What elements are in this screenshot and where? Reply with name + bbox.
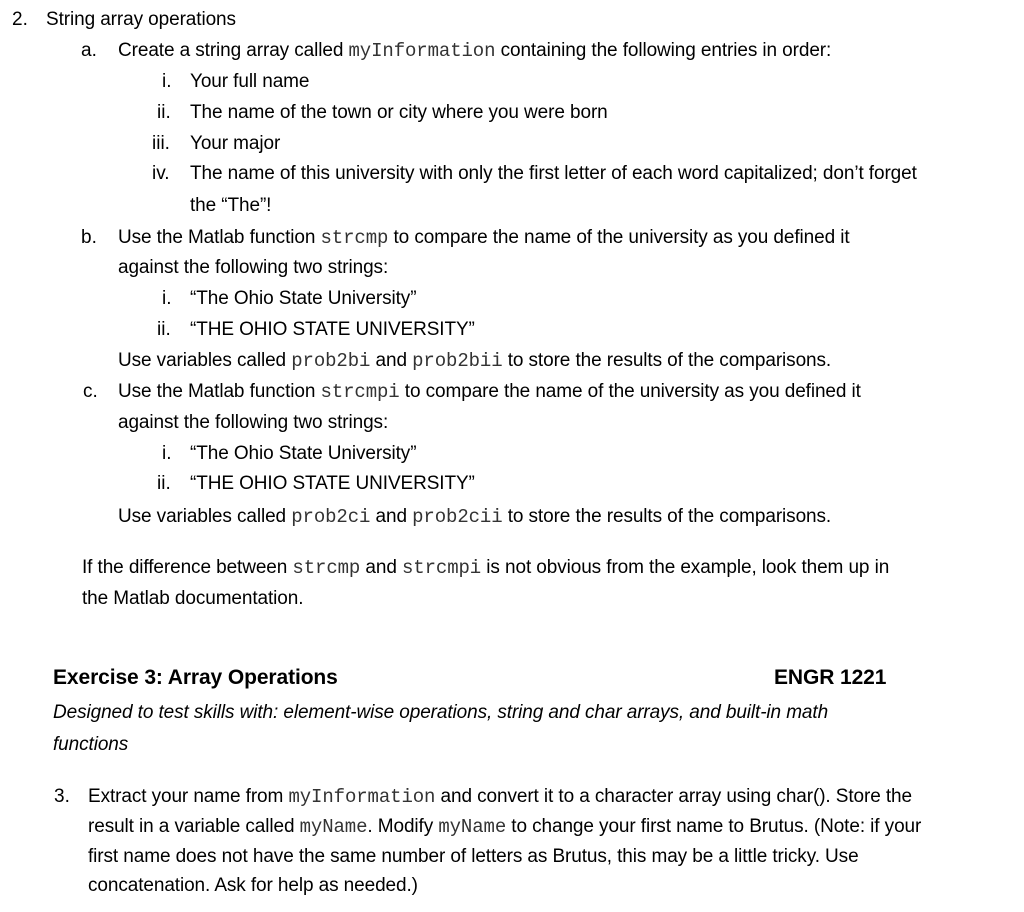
- q2a-text: Create a string array called myInformation containing the following entries in order:: [118, 40, 832, 62]
- code-strcmp-note: strcmp: [292, 557, 361, 579]
- code-myInformation-q3: myInformation: [288, 786, 436, 808]
- code-strcmpi-note: strcmpi: [402, 557, 482, 579]
- q2c-i-marker: i.: [162, 443, 172, 464]
- code-prob2cii: prob2cii: [412, 506, 503, 528]
- q2a-iv-text-cont: the “The”!: [190, 195, 272, 216]
- q3-line3: first name does not have the same number of letters as Brutus, this may be a little tricky. Use: [88, 846, 859, 867]
- q2c-i-text: “The Ohio State University”: [190, 443, 417, 464]
- q2a-iv-text: The name of this university with only the first letter of each word capitalized; don’t forget: [190, 163, 917, 184]
- exercise-title: Exercise 3: Array Operations: [53, 666, 338, 689]
- q2a-marker: a.: [81, 40, 97, 61]
- q2b-marker: b.: [81, 227, 97, 248]
- q2a-ii-text: The name of the town or city where you were born: [190, 102, 608, 123]
- code-prob2bii: prob2bii: [412, 350, 503, 372]
- code-myName: myName: [299, 816, 368, 838]
- code-strcmpi: strcmpi: [320, 381, 400, 403]
- q2a-iii-marker: iii.: [152, 133, 170, 154]
- exercise-subtitle-cont: functions: [53, 734, 129, 755]
- q2c-use-vars: Use variables called prob2ci and prob2cii to store the results of the comparisons.: [118, 506, 832, 528]
- q2c-ii-marker: ii.: [157, 473, 171, 494]
- code-myInformation: myInformation: [348, 40, 496, 62]
- q2a-i-marker: i.: [162, 71, 172, 92]
- q2a-iii-text: Your major: [190, 133, 281, 154]
- q3-line2: result in a variable called myName. Modify myName to change your first name to Brutus. (Note: if your: [88, 816, 922, 838]
- q2c-text-cont: against the following two strings:: [118, 412, 389, 433]
- q2c-marker: c.: [83, 381, 98, 402]
- q3-line4: concatenation. Ask for help as needed.): [88, 875, 418, 896]
- q3-line1: Extract your name from myInformation and convert it to a character array using char(). Store the: [88, 786, 912, 808]
- course-code: ENGR 1221: [774, 666, 887, 689]
- code-strcmp: strcmp: [320, 227, 389, 249]
- q2b-text-cont: against the following two strings:: [118, 257, 389, 278]
- q3-number: 3.: [54, 786, 70, 807]
- code-prob2bi: prob2bi: [291, 350, 371, 372]
- q2b-ii-text: “THE OHIO STATE UNIVERSITY”: [190, 319, 475, 340]
- q2b-text: Use the Matlab function strcmp to compare the name of the university as you defined it: [118, 227, 850, 249]
- q2a-ii-marker: ii.: [157, 102, 171, 123]
- q2b-ii-marker: ii.: [157, 319, 171, 340]
- q2b-i-text: “The Ohio State University”: [190, 288, 417, 309]
- q2-number: 2.: [12, 9, 28, 30]
- exercise-subtitle: Designed to test skills with: element-wise operations, string and char arrays, and built-in math: [53, 702, 829, 723]
- q2b-use-vars: Use variables called prob2bi and prob2bii to store the results of the comparisons.: [118, 350, 832, 372]
- q2a-i-text: Your full name: [190, 71, 310, 92]
- q2c-ii-text: “THE OHIO STATE UNIVERSITY”: [190, 473, 475, 494]
- q2c-text: Use the Matlab function strcmpi to compare the name of the university as you defined it: [118, 381, 861, 403]
- q2-note-cont: the Matlab documentation.: [82, 588, 304, 609]
- code-myName-2: myName: [438, 816, 507, 838]
- q2-note: If the difference between strcmp and strcmpi is not obvious from the example, look them up in: [82, 557, 890, 579]
- q2b-i-marker: i.: [162, 288, 172, 309]
- q2-title: String array operations: [46, 9, 236, 30]
- code-prob2ci: prob2ci: [291, 506, 371, 528]
- q2a-iv-marker: iv.: [152, 163, 170, 184]
